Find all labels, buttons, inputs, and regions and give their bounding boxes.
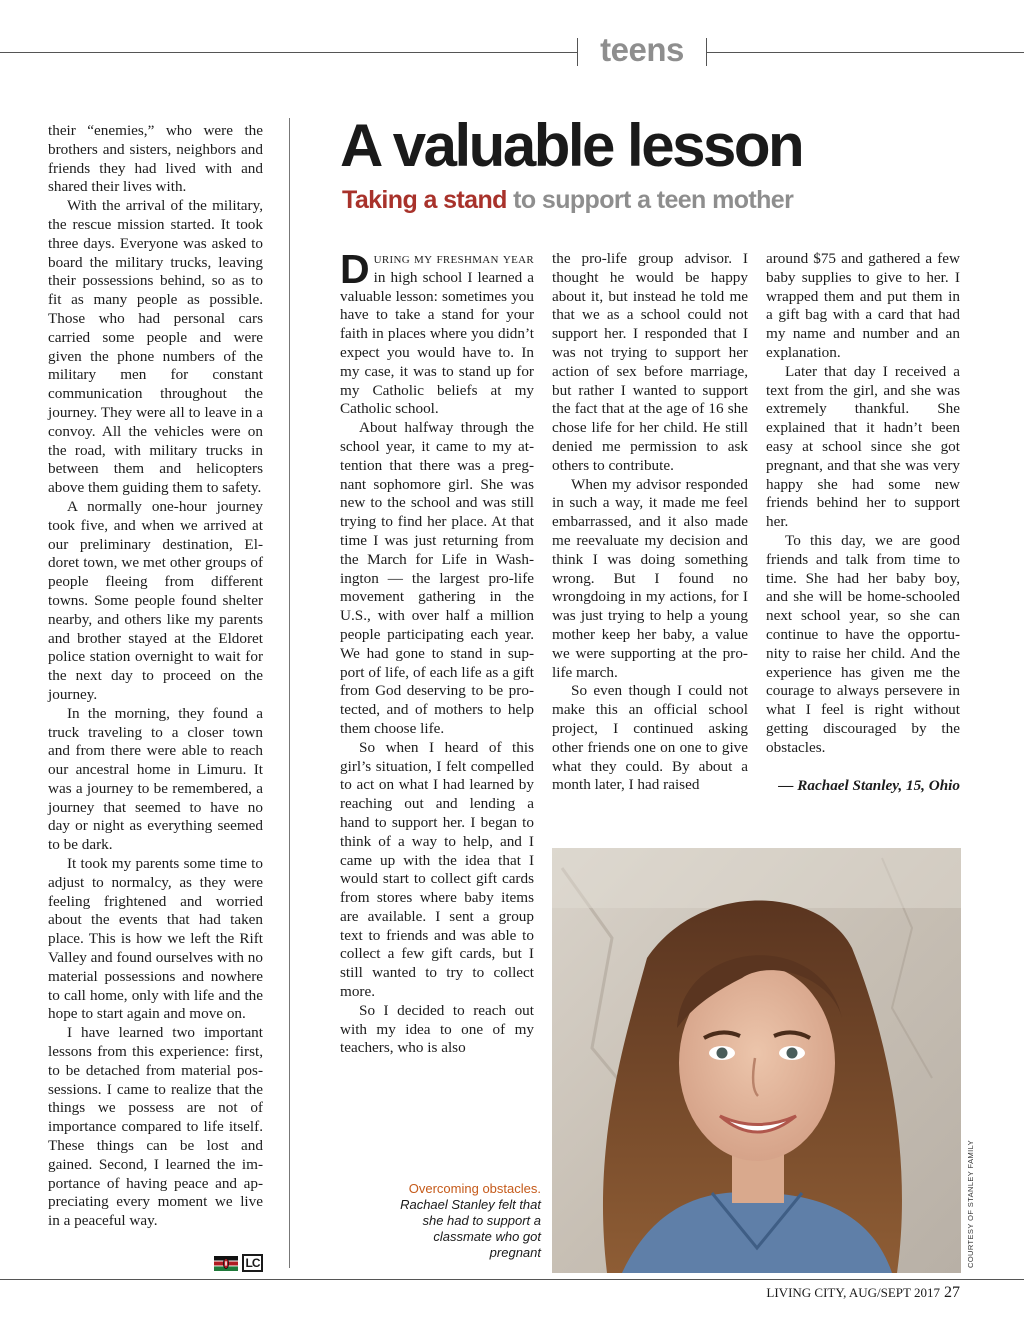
publication-name: LIVING CITY, AUG/SEPT 2017	[766, 1285, 940, 1300]
lead-smallcaps: uring my freshman year	[373, 250, 535, 267]
subhead-rest: to support a teen mother	[506, 186, 794, 214]
portrait-illustration	[552, 848, 961, 1273]
article-paragraph: Later that day I received a text from the girl, and she was extremely thankful. She explained that it hadn’t been easy at school since she got pregnant, and that she was very happy she had some new friends behind her to support her.	[766, 362, 960, 531]
footer-rule	[0, 1279, 1024, 1280]
author-signature: — Rachael Stanley, 15, Ohio	[778, 776, 960, 794]
section-label: teens	[600, 31, 684, 68]
continued-paragraph: A normally one-hour journey took five, and when we arrived at our preliminary destination, Eldoret town, we met other groups of people fleeing from different towns. Some people found shelter nearby, and others like my parents and brother stayed at the Eldoret police station overnight to wait for the next day to proceed on the journey.	[48, 497, 263, 703]
subhead-accent: Taking a stand	[342, 186, 507, 214]
caption-lead: Overcoming obstacles.	[408, 1181, 541, 1196]
article-headline: A valuable lesson	[340, 112, 803, 179]
continued-paragraph: their “enemies,” who were the brothers and sisters, neighbors and friends they had lived with and shared their lives with.	[48, 122, 263, 196]
living-city-end-logo: LC	[242, 1254, 263, 1272]
article-column-2	[552, 250, 748, 795]
continued-paragraph: With the arrival of the military, the rescue mission started. It took three days. Everyone was asked to board the military trucks, leaving their possessions behind, so as to fit as many people as possible. Those who had personal cars carried some people and were given the phone numbers of the military men for constant communication throughout the journey. They were all to leave in a convoy. All the vehicles were on the road, with military trucks in between them and helicopters above them guiding them to safety.	[48, 197, 263, 497]
lead-paragraph	[340, 246, 535, 419]
kenya-flag-icon	[214, 1256, 238, 1271]
header-rule-left	[0, 52, 577, 53]
article-paragraph: So even though I could not make this an official school project, I continued asking other friends one on one to give what they could. By about a month later, I had raised	[552, 682, 748, 794]
header-tick-left	[577, 38, 578, 66]
drop-cap: D	[340, 246, 370, 292]
article-paragraph: So when I heard of this girl’s situation, I felt compelled to act on what I had learned by reaching out and lending a hand to support her. I began to think of a way to help, and I came up with the idea that I would start to collect gift cards from stores where baby items are available. I sent a group text to friends and was able to collect a few gift cards, but I still wanted to try to collect more.	[340, 738, 534, 1001]
continued-paragraph: It took my parents some time to adjust to normalcy, as they were feeling frightened and worried about the events that had taken place. This is how we left the Rift Valley and found ourselves with no material possessions and nowhere to call home, only with life and the hope to start again and move on.	[48, 855, 263, 1023]
article-column-3	[766, 250, 960, 795]
portrait-photo	[552, 848, 961, 1273]
column-divider	[289, 118, 290, 1268]
article-subhead	[342, 183, 793, 217]
article-paragraph: So I decided to reach out with my idea to one of my teachers, who is also	[340, 1001, 534, 1057]
header-rule-right	[706, 52, 1024, 53]
article-paragraph: the pro-life group advisor. I thought he would be happy about it, but instead he told me that we as a school could not support her. I responded that I was not trying to support her action of sex before marriage, but rather I wanted to support the fact that at the age of 16 she chose life for her child. He still denied me permission to ask others to contribute.	[552, 250, 748, 474]
caption-body: Rachael Stanley felt that she had to support a classmate who got pregnant	[400, 1197, 541, 1260]
article-column-1	[340, 246, 535, 1058]
photo-credit: COURTESY OF STANLEY FAMILY	[966, 1139, 975, 1268]
continued-paragraph: I have learned two important lessons from this experience: first, to be detached from material possessions. I came to realize that the things we possess are not of importance compared to life itself. These things can be lost and gained. Second, I learned the importance of having peace and appreciating every moment we live in a peaceful way.	[48, 1024, 263, 1230]
lead-text: in high school I learned a valuable lesson: sometimes you have to take a stand for your faith in places where you didn’t expect you would have to. In my case, it was to stand up for my Catholic beliefs at my Catholic school.	[340, 268, 534, 418]
article-paragraph: around $75 and gathered a few baby supplies to give to her. I wrapped them and put them in a gift bag with a card that had my name and number and an explanation.	[766, 250, 960, 361]
page-number: 27	[944, 1284, 960, 1301]
photo-caption	[400, 1181, 541, 1261]
article-paragraph: About halfway through the school year, it came to my attention that there was a pregnant sophomore girl. She was new to the school and was still trying to find her place. At that time I was just returning from the March for Life in Washington — the largest pro-life movement gathering in the U.S., with over half a million people participating each year. We had gone to stand in support of life, of each life as a gift from God deserving to be protected, and of mothers to help them choose life.	[340, 419, 534, 737]
article-paragraph: To this day, we are good friends and talk from time to time. She had her baby boy, and she will be home-schooled next school year, so she can continue to have the opportunity to raise her child. And the experience has given me the courage to always persevere in what I feel is right without getting discouraged by the obstacles.	[766, 531, 960, 756]
continued-paragraph: In the morning, they found a truck traveling to a closer town and from there were able to reach our ancestral home in Limuru. It was a journey to be remembered, a journey that seemed to have no day or night as everything seemed to be dark.	[48, 704, 263, 854]
continued-story-column	[48, 122, 263, 1231]
page-footer	[766, 1283, 960, 1303]
article-paragraph: When my advisor responded in such a way, it made me feel embarrassed, and it also made me reevaluate my decision and think I was doing something wrong. But I found no wrongdoing in my actions, for I was just trying to help a young mother keep her baby, a value we were supporting at the pro-life march.	[552, 475, 748, 681]
